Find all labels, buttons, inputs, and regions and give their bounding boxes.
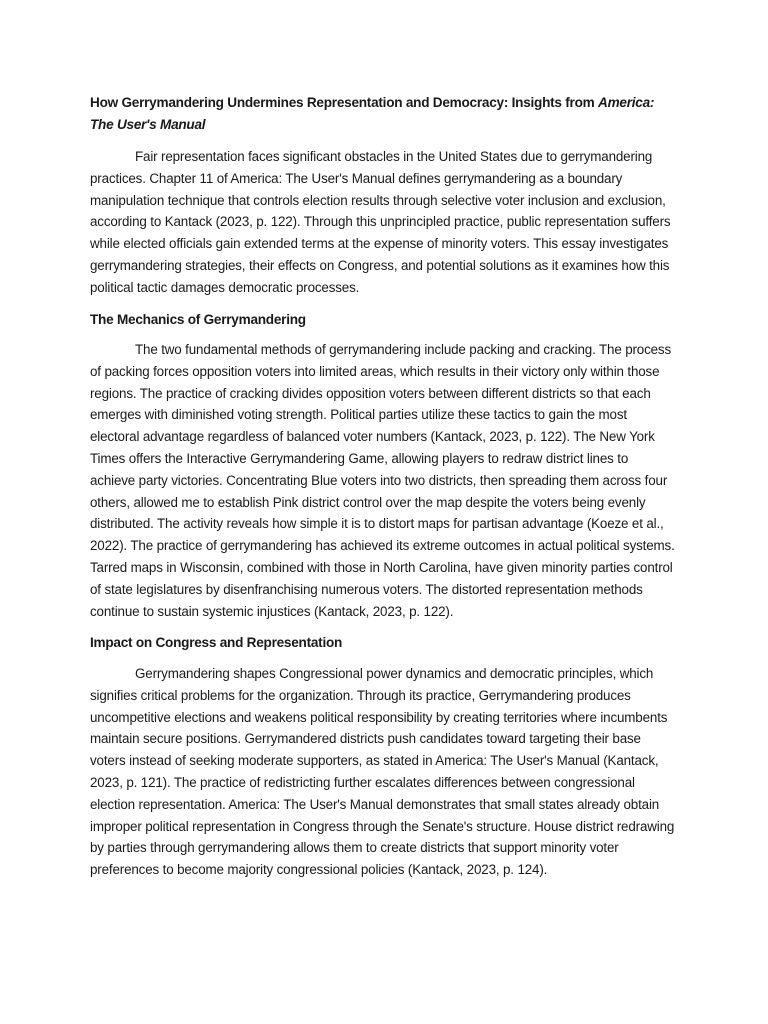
mechanics-paragraph: The two fundamental methods of gerrymandering include packing and cracking. The process of packing forces opposition voters into limited areas, which results in their victory only within those regions. The practice of cracking divides opposition voters between different districts so that each emerges with diminished voting strength. Political parties utilize these tactics to gain the most electoral advantage regardless of balanced voter numbers (Kantack, 2023, p. 122). The New York Times offers the Interactive Gerrymandering Game, allowing players to redraw district lines to achieve party victories. Concentrating Blue voters into two districts, then spreading them across four others, allowed me to establish Pink district control over the map despite the voters being evenly distributed. The activity reveals how simple it is to distort maps for partisan advantage (Koeze et al., 2022). The practice of gerrymandering has achieved its extreme outcomes in actual political systems. Tarred maps in Wisconsin, combined with those in North Carolina, have given minority parties control of state legislatures by disenfranchising numerous voters. The distorted representation methods continue to sustain systemic injustices (Kantack, 2023, p. 122). — [90, 342, 675, 619]
section-heading-impact: Impact on Congress and Representation — [90, 635, 343, 651]
document-title-main: How Gerrymandering Undermines Representation and Democracy: Insights from — [90, 95, 598, 110]
intro-paragraph: Fair representation faces significant obstacles in the United States due to gerrymandering practices. Chapter 11 of America: The User's Manual defines gerrymandering as a boundary manipulation technique that controls election results through selective voter inclusion and exclusion, according to Kantack (2023, p. 122). Through this unprincipled practice, public representation suffers while elected officials gain extended terms at the expense of minority voters. This essay investigates gerrymandering strategies, their effects on Congress, and potential solutions as it examines how this political tactic damages democratic processes. — [90, 149, 671, 295]
section-heading-mechanics: The Mechanics of Gerrymandering — [90, 311, 306, 327]
impact-paragraph: Gerrymandering shapes Congressional power dynamics and democratic principles, which signifies critical problems for the organization. Through its practice, Gerrymandering produces uncompetitive elections and weakens political responsibility by creating territories where incumbents maintain secure positions. Gerrymandered districts push candidates toward targeting their base voters instead of seeking moderate supporters, as stated in America: The User's Manual (Kantack, 2023, p. 121). The practice of redistricting further escalates differences between congressional election representation. America: The User's Manual demonstrates that small states already obtain improper political representation in Congress through the Senate's structure. House district redrawing by parties through gerrymandering allows them to create districts that support minority voter preferences to become majority congressional policies (Kantack, 2023, p. 124). — [90, 665, 675, 878]
document-title-italic: America: The User's Manual — [90, 95, 655, 132]
document-page — [90, 92, 676, 891]
document-title — [90, 92, 676, 135]
